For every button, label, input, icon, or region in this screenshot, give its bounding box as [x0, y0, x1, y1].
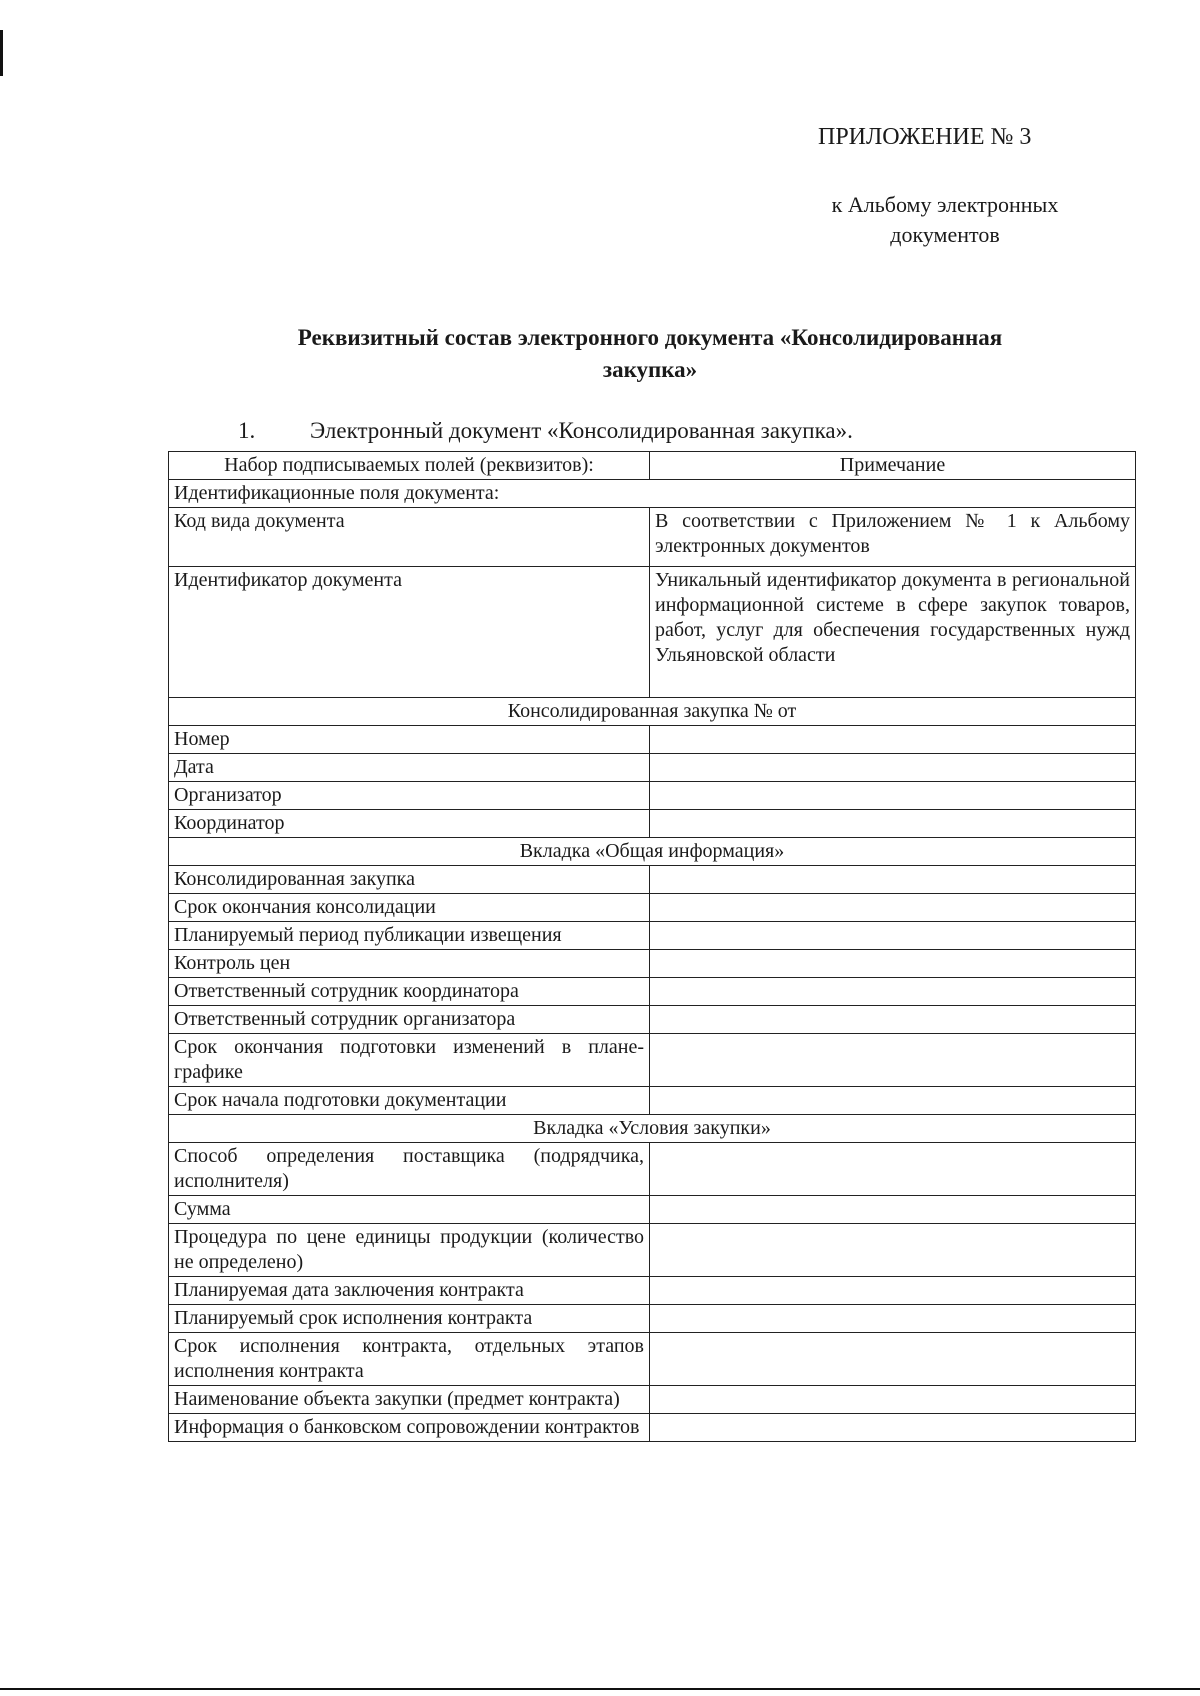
table-row [169, 922, 1136, 950]
field-note: Уникальный идентификатор документа в региональной информационной системе в сфере закупок товаров, работ, услуг для обеспечения государственных нужд Ульяновской области [650, 567, 1136, 698]
table-row [169, 782, 1136, 810]
header-note: Примечание [650, 452, 1136, 480]
scan-edge-mark [0, 30, 3, 76]
table-row [169, 567, 1136, 698]
field-note [650, 866, 1136, 894]
field-label: Дата [169, 754, 650, 782]
section-title: Электронный документ «Консолидированная закупка». [310, 418, 853, 443]
field-label: Информация о банковском сопровождении контрактов [169, 1414, 650, 1442]
group-terms: Вкладка «Условия закупки» [169, 1115, 1136, 1143]
field-label: Организатор [169, 782, 650, 810]
table-row [169, 1196, 1136, 1224]
field-note [650, 950, 1136, 978]
table-group-row [169, 838, 1136, 866]
field-note: В соответствии с Приложением № 1 к Альбому электронных документов [650, 508, 1136, 567]
document-title-line: Реквизитный состав электронного документа «Консолидированная [297, 325, 1003, 350]
table-row [169, 978, 1136, 1006]
field-label: Планируемый срок исполнения контракта [169, 1305, 650, 1333]
table-header-row [169, 452, 1136, 480]
field-note [650, 978, 1136, 1006]
table-group-row [169, 480, 1136, 508]
field-label: Планируемый период публикации извещения [169, 922, 650, 950]
field-note [650, 810, 1136, 838]
annex-title: ПРИЛОЖЕНИЕ № 3 [818, 124, 1032, 150]
field-note [650, 1087, 1136, 1115]
field-label: Срок исполнения контракта, отдельных этапов исполнения контракта [169, 1333, 650, 1386]
table-row [169, 950, 1136, 978]
field-note [650, 1006, 1136, 1034]
group-ident: Идентификационные поля документа: [169, 480, 1136, 508]
table-row [169, 810, 1136, 838]
table-row [169, 1034, 1136, 1087]
table-row [169, 866, 1136, 894]
field-label: Идентификатор документа [169, 567, 650, 698]
field-note [650, 1305, 1136, 1333]
section-number: 1. [238, 418, 256, 443]
section-heading [238, 418, 853, 444]
table-row [169, 1143, 1136, 1196]
table-group-row [169, 1115, 1136, 1143]
field-label: Ответственный сотрудник организатора [169, 1006, 650, 1034]
group-consolidated: Консолидированная закупка № от [169, 698, 1136, 726]
field-label: Координатор [169, 810, 650, 838]
table-row [169, 1224, 1136, 1277]
annex-subtitle [780, 190, 1110, 250]
annex-subtitle-line: документов [890, 222, 1000, 247]
field-label: Процедура по цене единицы продукции (количество не определено) [169, 1224, 650, 1277]
field-label: Консолидированная закупка [169, 866, 650, 894]
table-row [169, 1414, 1136, 1442]
field-label: Код вида документа [169, 508, 650, 567]
table-row [169, 508, 1136, 567]
field-note [650, 1414, 1136, 1442]
field-note [650, 1386, 1136, 1414]
field-label: Способ определения поставщика (подрядчика, исполнителя) [169, 1143, 650, 1196]
field-note [650, 782, 1136, 810]
table-row [169, 1006, 1136, 1034]
field-note [650, 726, 1136, 754]
table-row [169, 1305, 1136, 1333]
table-row [169, 726, 1136, 754]
table-row [169, 1386, 1136, 1414]
field-label: Сумма [169, 1196, 650, 1224]
field-label: Срок окончания консолидации [169, 894, 650, 922]
table-row [169, 1333, 1136, 1386]
table-row [169, 1277, 1136, 1305]
field-note [650, 1034, 1136, 1087]
field-label: Наименование объекта закупки (предмет контракта) [169, 1386, 650, 1414]
field-note [650, 1333, 1136, 1386]
field-note [650, 1277, 1136, 1305]
field-note [650, 922, 1136, 950]
document-title [200, 322, 1100, 386]
field-note [650, 1224, 1136, 1277]
table-row [169, 894, 1136, 922]
field-note [650, 1143, 1136, 1196]
table-group-row [169, 698, 1136, 726]
field-label: Номер [169, 726, 650, 754]
requisites-table [168, 451, 1136, 1442]
table-row [169, 754, 1136, 782]
header-fields: Набор подписываемых полей (реквизитов): [169, 452, 650, 480]
field-label: Планируемая дата заключения контракта [169, 1277, 650, 1305]
field-label: Срок начала подготовки документации [169, 1087, 650, 1115]
field-label: Срок окончания подготовки изменений в плане-графике [169, 1034, 650, 1087]
field-note [650, 894, 1136, 922]
field-label: Ответственный сотрудник координатора [169, 978, 650, 1006]
document-title-line: закупка» [602, 357, 698, 382]
field-note [650, 754, 1136, 782]
scan-edge-mark [0, 1688, 1200, 1690]
field-label: Контроль цен [169, 950, 650, 978]
field-note [650, 1196, 1136, 1224]
annex-subtitle-line: к Альбому электронных [831, 192, 1059, 217]
table-row [169, 1087, 1136, 1115]
group-general: Вкладка «Общая информация» [169, 838, 1136, 866]
